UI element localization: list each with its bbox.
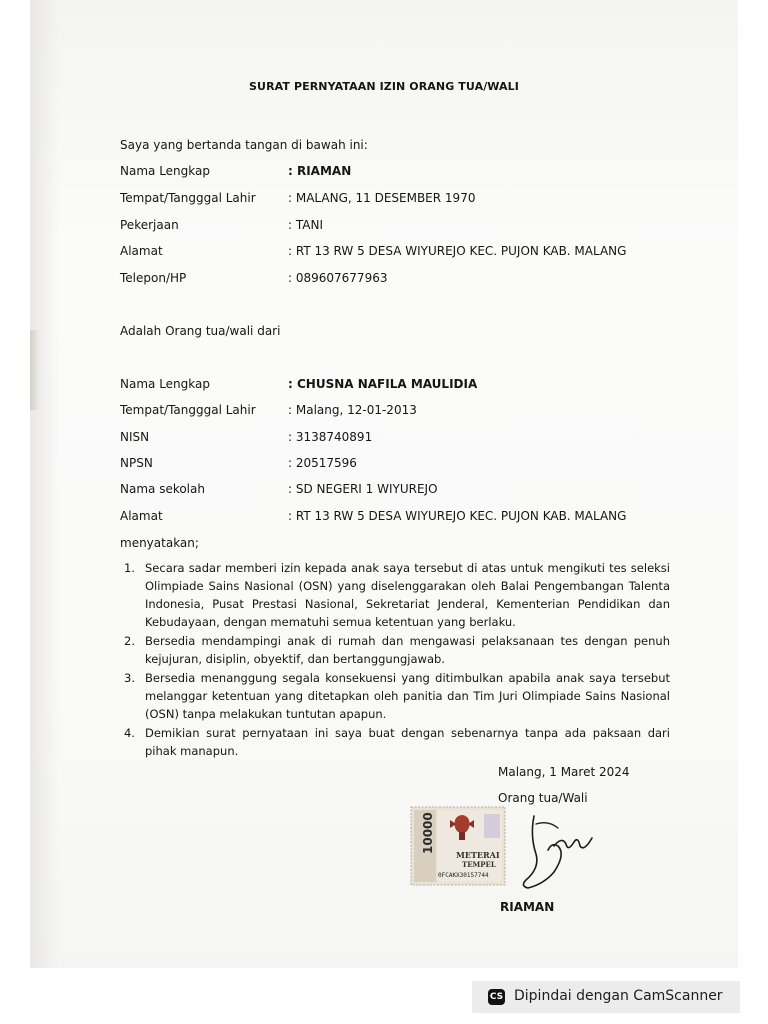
field-label: NISN [120, 430, 150, 444]
list-number: 1. [124, 561, 135, 575]
meterai-stamp [410, 806, 506, 886]
field-value: : MALANG, 11 DESEMBER 1970 [288, 191, 476, 205]
list-text: Demikian surat pernyataan ini saya buat dengan sebenarnya tanpa ada paksaan dari pihak manapun. [145, 726, 670, 758]
field-label: Telepon/HP [120, 271, 187, 285]
field-value: : CHUSNA NAFILA MAULIDIA [288, 377, 478, 391]
list-text: Bersedia mendampingi anak di rumah dan mengawasi pelaksanaan tes dengan penuh kejujuran, disiplin, obyektif, dan bertanggungjawab. [145, 634, 670, 666]
field-label: Nama Lengkap [120, 377, 210, 391]
field-value: : 089607677963 [288, 271, 388, 285]
paper-crease [30, 330, 40, 410]
field-label: NPSN [120, 456, 153, 470]
list-number: 3. [124, 671, 135, 685]
camscanner-watermark [472, 981, 740, 1013]
relation-text: Adalah Orang tua/wali dari [120, 324, 281, 338]
field-value: : SD NEGERI 1 WIYUREJO [288, 482, 438, 496]
document-page [30, 0, 738, 968]
stamp-label-line2: TEMPEL [462, 860, 496, 869]
stamp-value-text: 10000 [421, 812, 435, 854]
field-label: Tempat/Tangggal Lahir [120, 403, 256, 417]
document-title: SURAT PERNYATAAN IZIN ORANG TUA/WALI [249, 80, 519, 93]
list-item [120, 669, 670, 723]
list-number: 4. [124, 726, 135, 740]
field-label: Alamat [120, 244, 163, 258]
field-value: : 3138740891 [288, 430, 373, 444]
handwritten-signature [514, 806, 604, 896]
field-label: Nama Lengkap [120, 164, 210, 178]
list-number: 2. [124, 634, 135, 648]
signature-role: Orang tua/Wali [498, 791, 588, 805]
field-value: : 20517596 [288, 456, 357, 470]
page-edge-shadow [30, 0, 60, 968]
field-label: Alamat [120, 509, 163, 523]
field-value: : TANI [288, 218, 323, 232]
list-text: Secara sadar memberi izin kepada anak saya tersebut di atas untuk mengikuti tes seleksi Olimpiade Sains Nasional (OSN) yang diselenggarakan oleh Balai Pengembangan Talenta Indonesia, Pusat Prestasi Nasional, Sekretariat Jenderal, Kementerian Pendidikan dan Kebudayaan, dengan mematuhi semua ketentuan yang berlaku. [145, 561, 670, 629]
field-value: : RIAMAN [288, 164, 352, 178]
signature-name: RIAMAN [500, 900, 555, 914]
field-label: Pekerjaan [120, 218, 179, 232]
field-label: Nama sekolah [120, 482, 205, 496]
signature-place-date: Malang, 1 Maret 2024 [498, 765, 630, 779]
declares-text: menyatakan; [120, 536, 199, 550]
intro-text: Saya yang bertanda tangan di bawah ini: [120, 138, 368, 152]
list-item [120, 559, 670, 631]
stamp-label-line1: METERAI [456, 850, 500, 860]
field-value: : RT 13 RW 5 DESA WIYUREJO KEC. PUJON KAB. MALANG [288, 244, 627, 258]
statement-list [120, 559, 670, 761]
list-text: Bersedia menanggung segala konsekuensi yang ditimbulkan apabila anak saya tersebut melanggar ketentuan yang ditetapkan oleh panitia dan Tim Juri Olimpiade Sains Nasional (OSN) tanpa melakukan tuntutan apapun. [145, 671, 670, 721]
list-item [120, 724, 670, 760]
camscanner-text: Dipindai dengan CamScanner [514, 988, 723, 1004]
camscanner-logo-icon: CS [488, 989, 505, 1005]
field-label: Tempat/Tangggal Lahir [120, 191, 256, 205]
stamp-serial: 0FCAKX30157744 [438, 872, 489, 879]
field-value: : RT 13 RW 5 DESA WIYUREJO KEC. PUJON KAB. MALANG [288, 509, 627, 523]
list-item [120, 632, 670, 668]
field-value: : Malang, 12-01-2013 [288, 403, 417, 417]
